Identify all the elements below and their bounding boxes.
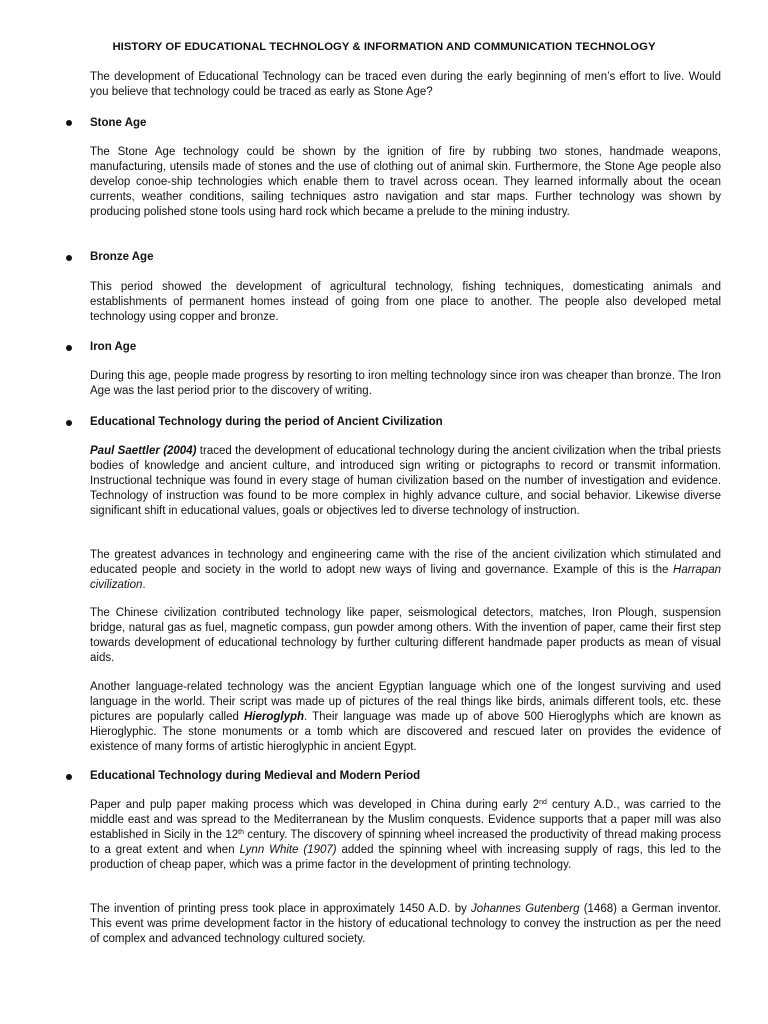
bullet-icon xyxy=(66,420,72,426)
bullet-icon xyxy=(66,345,72,351)
gutenberg-name: Johannes Gutenberg xyxy=(471,903,580,915)
bullet-icon xyxy=(66,255,72,261)
ancient-paragraph-4: Another language-related technology was the ancient Egyptian language which one of the longest surviving and used language in the world. Their script was made up of pictures of the real things like birds, animals different tools, etc. these pictures are popularly called Hieroglyph. Their language was made up of above 500 Hieroglyphs which are known as Hieroglyphic. The stone monuments or a tomb which are discovered and rescued later on provides the evidence of existence of many forms of artistic hieroglyphic in ancient Egypt. xyxy=(90,681,721,753)
intro-paragraph: The development of Educational Technology can be traced even during the early beginning of men’s effort to live. Would you believe that technology could be traced as early as Stone Age? xyxy=(90,71,721,98)
heading-iron-age: Iron Age xyxy=(90,341,137,353)
lynn-white-citation: Lynn White (1907) xyxy=(239,844,337,856)
hieroglyph-term: Hieroglyph xyxy=(243,711,305,723)
bullet-icon xyxy=(66,774,72,780)
document-title: HISTORY OF EDUCATIONAL TECHNOLOGY & INFORMATION AND COMMUNICATION TECHNOLOGY xyxy=(112,41,656,53)
medieval-paragraph-1: Paper and pulp paper making process which was developed in China during early 2nd century A.D., was carried to the middle east and was spread to the Mediterranean by the Muslim conquests. Evidence supports that a paper mill was also established in Sicily in the 12th century. The discovery of spinning wheel increased the productivity of thread making process to a great extent and when Lynn White (1907) added the spinning wheel with increasing supply of rags, this led to the production of cheap paper, which was a prime factor in the development of printing technology. xyxy=(90,799,721,871)
medieval-paragraph-2: The invention of printing press took place in approximately 1450 A.D. by Johannes Gutenberg (1468) a German inventor. This event was prime development factor in the history of educational technology to convey the instruction as per the need of complex and advanced technology cultured society. xyxy=(90,903,721,945)
iron-age-paragraph: During this age, people made progress by resorting to iron melting technology since iron was cheaper than bronze. The Iron Age was the last period prior to the discovery of writing. xyxy=(90,370,721,397)
heading-ancient-civilization: Educational Technology during the period of Ancient Civilization xyxy=(90,416,443,428)
bronze-age-paragraph: This period showed the development of agricultural technology, fishing techniques, domesticating animals and establishments of permanent homes instead of going from one place to another. The people also developed metal technology using copper and bronze. xyxy=(90,281,721,323)
ancient-paragraph-3: The Chinese civilization contributed technology like paper, seismological detectors, matches, Iron Plough, suspension bridge, natural gas as fuel, magnetic compass, gun powder among others. With the invention of paper, came their first step towards development of educational technology by further culturing different handmade paper products as mean of visual aids. xyxy=(90,607,721,664)
harrapan-civilization: Harrapan civilization xyxy=(90,564,721,591)
bullet-icon xyxy=(66,120,72,126)
heading-medieval-modern: Educational Technology during Medieval and Modern Period xyxy=(90,770,421,782)
heading-bronze-age: Bronze Age xyxy=(90,251,154,263)
stone-age-paragraph: The Stone Age technology could be shown by the ignition of fire by rubbing two stones, handmade weapons, manufacturing, utensils made of stones and the use of clothing out of animal skin. Furthermore, the Stone Age people also develop conoe-ship technologies which enable them to travel across ocean. They learned informally about the ocean currents, weather conditions, sailing techniques astro navigation and star maps. Further technology was shown by producing polished stone tools using hard rock which became a prelude to the mining industry. xyxy=(90,146,721,218)
heading-stone-age: Stone Age xyxy=(90,117,147,129)
ancient-paragraph-1: Paul Saettler (2004) traced the development of educational technology during the ancient civilization when the tribal priests bodies of knowledge and ancient culture, and introduced sign writing or pictographs to record or transmit information. Instructional technique was found in every stage of human civilization based on the number of investigation and evidence. Technology of instruction was found to be more complex in highly advance culture, and social behavior. Likewise diverse significant shift in educational values, goals or objectives led to diverse technology of instruction. xyxy=(90,445,721,517)
ancient-paragraph-2: The greatest advances in technology and engineering came with the rise of the ancient civilization which stimulated and educated people and society in the world to adopt new ways of living and governance. Example of this is the Harrapan civilization. xyxy=(90,549,721,591)
author-saettler: Paul Saettler (2004) xyxy=(90,445,197,457)
